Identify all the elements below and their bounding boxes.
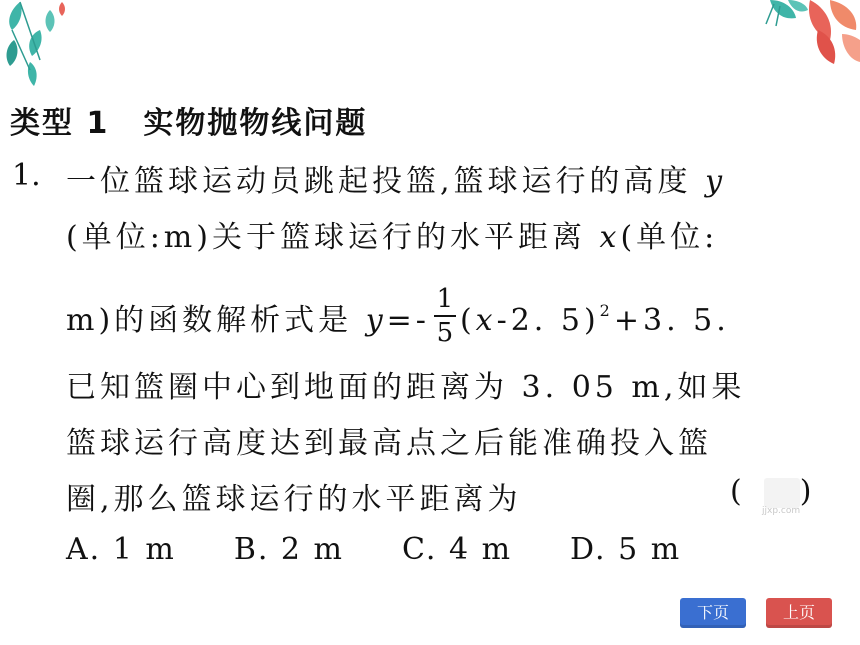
formula-tail: +3. 5. (613, 303, 730, 338)
variable-x: x (599, 220, 621, 255)
option-d[interactable]: D. 5 m (570, 532, 682, 567)
fraction-denominator: 5 (436, 318, 454, 348)
question-text: 一位篮球运动员跳起投篮,篮球运行的高度 (66, 164, 692, 199)
option-c[interactable]: C. 4 m (402, 532, 513, 567)
fraction-numerator: 1 (436, 284, 454, 314)
question-line-2 (66, 212, 718, 256)
previous-page-button[interactable]: 上页 (766, 598, 832, 628)
next-page-button[interactable]: 下页 (680, 598, 746, 628)
variable-y: y (705, 164, 727, 199)
question-line-1 (66, 156, 726, 200)
flower-decoration-top-right (710, 0, 860, 70)
question-line-4: 已知篮圈中心到地面的距离为 3. 05 m,如果 (66, 370, 746, 405)
formula-inner: -2. 5) (496, 303, 600, 338)
answer-options (66, 532, 681, 567)
formula-eq: =- (386, 303, 430, 338)
question-text: (单位: (620, 220, 719, 255)
watermark: jjxp.com (762, 506, 801, 516)
question-text: (单位:m)关于篮球运行的水平距离 (66, 220, 586, 255)
answer-parentheses (730, 474, 811, 509)
formula (365, 284, 730, 348)
type-label: 类型 1 (10, 106, 110, 141)
fraction (434, 284, 456, 348)
section-title: 实物抛物线问题 (143, 106, 368, 141)
question-number: 1. (12, 158, 41, 193)
formula-paren: ( (459, 303, 476, 338)
paren-open: ( (730, 474, 742, 509)
question-line-6: 圈,那么篮球运行的水平距离为 (66, 482, 522, 517)
leaf-decoration-top-left (0, 0, 90, 95)
paren-close: ) (799, 474, 812, 509)
formula-exponent: 2 (599, 301, 614, 320)
formula-lhs: y (365, 303, 387, 338)
option-b[interactable]: B. 2 m (233, 532, 345, 567)
question-text: m)的函数解析式是 (66, 303, 353, 338)
section-heading (10, 98, 367, 142)
formula-x: x (475, 303, 497, 338)
question-line-5: 篮球运行高度达到最高点之后能准确投入篮 (66, 426, 712, 461)
question-line-3 (66, 284, 730, 354)
option-a[interactable]: A. 1 m (66, 532, 176, 567)
